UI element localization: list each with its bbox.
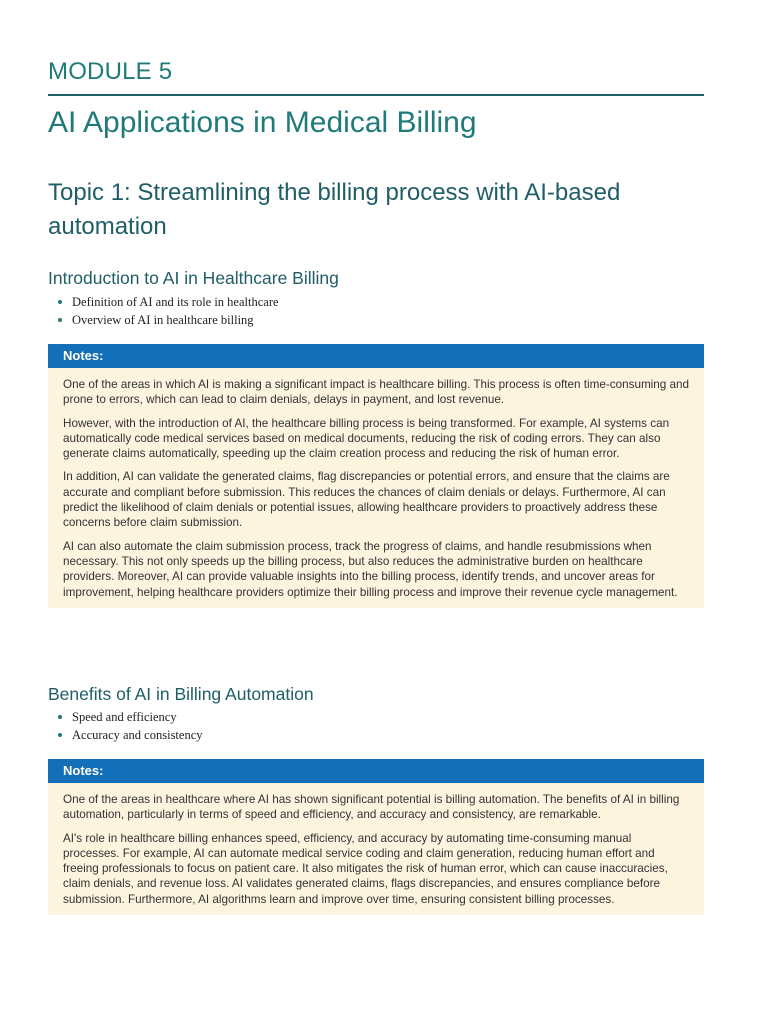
- list-item-text: Accuracy and consistency: [72, 728, 203, 742]
- module-divider: [48, 94, 704, 96]
- topic-title: Topic 1: Streamlining the billing process with AI-based automation: [48, 179, 621, 240]
- page-title: AI Applications in Medical Billing: [48, 106, 477, 139]
- notes-paragraph: One of the areas in healthcare where AI has shown significant potential is billing automation. The benefits of AI in billing automation, particularly in terms of speed and efficiency, and accuracy and consistency, are remarkable.: [63, 793, 680, 822]
- list-item: [58, 708, 203, 726]
- list-item: [58, 726, 203, 744]
- notes-paragraph: However, with the introduction of AI, the healthcare billing process is being transformed. For example, AI systems can automatically code medical services based on medical documents, reducing the risk of coding errors. They can also generate claims automatically, speeding up the claim creation process and reducing the risk of human error.: [63, 416, 670, 461]
- bullet-dot: [58, 733, 62, 737]
- bullet-dot: [58, 318, 62, 322]
- list-item-text: Speed and efficiency: [72, 710, 177, 724]
- list-item: [58, 311, 279, 329]
- section-heading-benefits: Benefits of AI in Billing Automation: [48, 684, 314, 704]
- list-item: [58, 293, 279, 311]
- notes-header: Notes:: [48, 344, 704, 368]
- notes-body: [48, 368, 704, 608]
- bullet-list-intro: [58, 293, 279, 329]
- notes-box-intro: [48, 344, 704, 608]
- bullet-dot: [58, 715, 62, 719]
- notes-header: Notes:: [48, 759, 704, 783]
- bullet-dot: [58, 300, 62, 304]
- notes-paragraph: In addition, AI can validate the generated claims, flag discrepancies or potential errors, and ensure that the claims are accurate and compliant before submission. This reduces the chances of claim denials or delays. Furthermore, AI can predict the likelihood of claim denials or potential issues, allowing healthcare providers to proactively address these concerns before claim submission.: [63, 470, 670, 530]
- notes-paragraph: AI's role in healthcare billing enhances speed, efficiency, and accuracy by automating time-consuming manual processes. For example, AI can automate medical service coding and claim generation, reducing human effort and freeing professionals to focus on patient care. It also mitigates the risk of human error, which can cause inaccuracies, claim denials, and revenue loss. AI validates generated claims, flags discrepancies, and ensures compliance before submission. Furthermore, AI algorithms learn and improve over time, ensuring consistent billing processes.: [63, 831, 668, 906]
- notes-paragraph: One of the areas in which AI is making a significant impact is healthcare billing. This process is often time-consuming and prone to errors, which can lead to claim denials, delays in payment, and lost revenue.: [63, 378, 690, 407]
- section-heading-intro: Introduction to AI in Healthcare Billing: [48, 268, 339, 288]
- list-item-text: Overview of AI in healthcare billing: [72, 313, 254, 327]
- bullet-list-benefits: [58, 708, 203, 744]
- notes-paragraph: AI can also automate the claim submission process, track the progress of claims, and handle resubmissions when necessary. This not only speeds up the billing process, but also reduces the administrative burden on healthcare providers. Moreover, AI can provide valuable insights into the billing process, identify trends, and uncover areas for improvement, helping healthcare providers optimize their billing process and improve their revenue cycle management.: [63, 539, 678, 599]
- list-item-text: Definition of AI and its role in healthcare: [72, 295, 279, 309]
- module-label: MODULE 5: [48, 58, 173, 85]
- notes-box-benefits: [48, 759, 704, 915]
- notes-body: [48, 783, 704, 915]
